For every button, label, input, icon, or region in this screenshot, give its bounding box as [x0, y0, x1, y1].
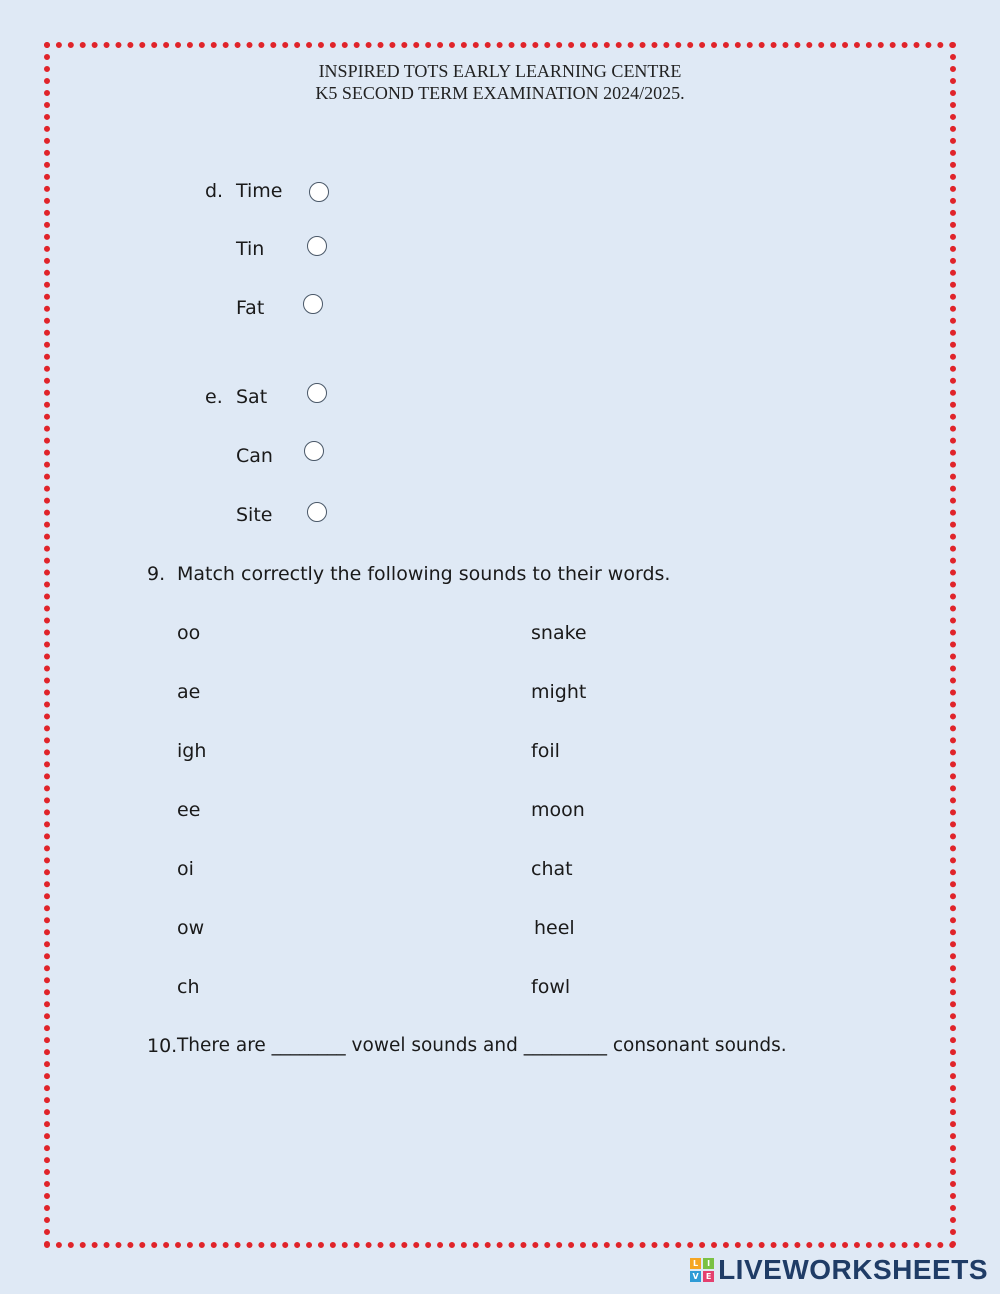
- option-e3-radio[interactable]: [307, 502, 327, 522]
- question-9-number: 9.: [147, 563, 166, 585]
- sound-item[interactable]: ow: [177, 917, 205, 939]
- sound-item[interactable]: oo: [177, 622, 201, 644]
- logo-badge-letter: I: [703, 1258, 714, 1269]
- sound-item[interactable]: ae: [177, 681, 201, 703]
- word-item[interactable]: heel: [534, 917, 575, 939]
- logo-badge-icon: [690, 1258, 714, 1282]
- school-name: INSPIRED TOTS EARLY LEARNING CENTRE: [318, 61, 682, 81]
- logo-badge-letter: E: [703, 1271, 714, 1282]
- question-d-label: d.: [205, 180, 224, 202]
- liveworksheets-logo: [690, 1255, 988, 1285]
- word-item[interactable]: foil: [531, 740, 560, 762]
- word-item[interactable]: fowl: [531, 976, 571, 998]
- option-d3-radio[interactable]: [303, 294, 323, 314]
- word-item[interactable]: might: [531, 681, 587, 703]
- option-e2-radio[interactable]: [304, 441, 324, 461]
- logo-text: LIVEWORKSHEETS: [718, 1254, 988, 1285]
- word-item[interactable]: chat: [531, 858, 573, 880]
- option-d3-label: Fat: [236, 297, 265, 319]
- sound-item[interactable]: ee: [177, 799, 201, 821]
- option-d1-radio[interactable]: [309, 182, 329, 202]
- exam-title: K5 SECOND TERM EXAMINATION 2024/2025.: [315, 83, 685, 103]
- logo-badge-letter: L: [690, 1258, 701, 1269]
- question-e-label: e.: [205, 386, 223, 408]
- sound-item[interactable]: ch: [177, 976, 200, 998]
- exam-header: [0, 60, 1000, 104]
- question-10-number: 10.: [147, 1035, 178, 1057]
- option-e1-radio[interactable]: [307, 383, 327, 403]
- sound-item[interactable]: oi: [177, 858, 194, 880]
- dotted-page-border: [44, 42, 956, 1248]
- option-e1-label: Sat: [236, 386, 268, 408]
- word-item[interactable]: snake: [531, 622, 587, 644]
- question-9-text: Match correctly the following sounds to their words.: [177, 563, 671, 585]
- option-d2-label: Tin: [236, 238, 265, 260]
- question-10-text: There are ________ vowel sounds and _________ consonant sounds.: [177, 1035, 787, 1056]
- logo-badge-letter: V: [690, 1271, 701, 1282]
- sound-item[interactable]: igh: [177, 740, 207, 762]
- option-d2-radio[interactable]: [307, 236, 327, 256]
- option-e3-label: Site: [236, 504, 273, 526]
- option-e2-label: Can: [236, 445, 273, 467]
- option-d1-label: Time: [236, 180, 283, 202]
- word-item[interactable]: moon: [531, 799, 585, 821]
